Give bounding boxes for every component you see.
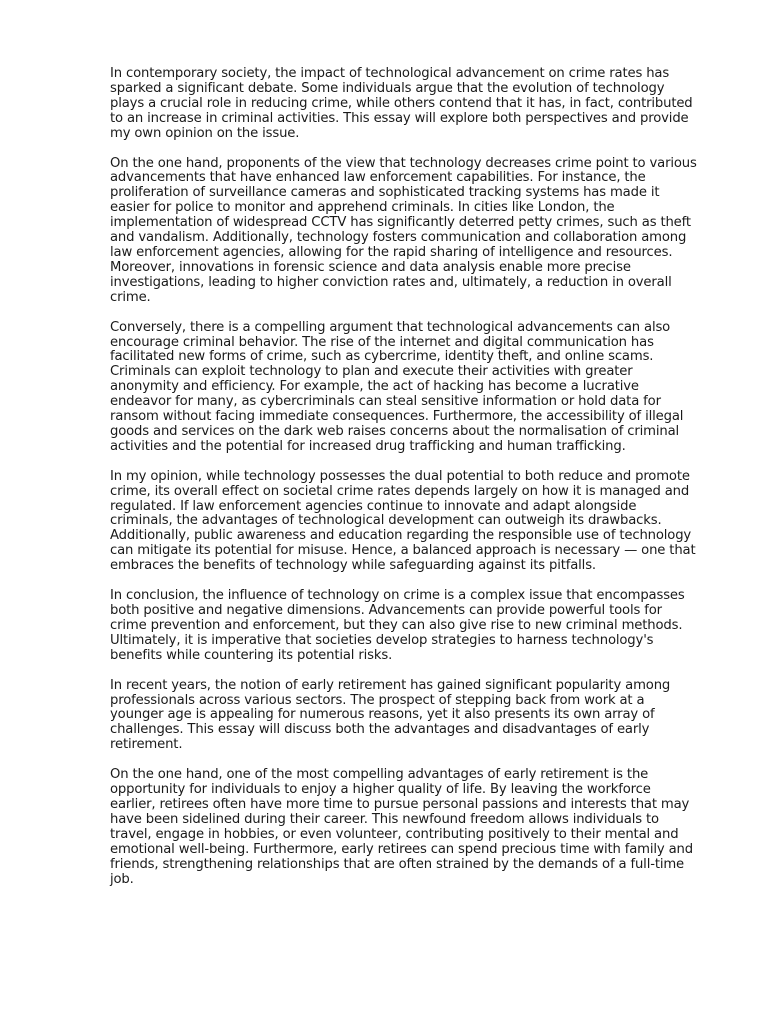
document-body (110, 67, 700, 902)
paragraph-5: In conclusion, the influence of technology on crime is a complex issue that encompasses both positive and negative dimensions. Advancements can provide powerful tools for crime prevention and enforcement, but they can also give rise to new criminal methods. Ultimately, it is imperative that societies develop strategies to harness technology's benefits while countering its potential risks. (110, 588, 685, 663)
paragraph-6: In recent years, the notion of early retirement has gained significant popularity among professionals across various sectors. The prospect of stepping back from work at a younger age is appealing for numerous reasons, yet it also presents its own array of challenges. This essay will discuss both the advantages and disadvantages of early retirement. (110, 677, 671, 753)
paragraph-2: On the one hand, proponents of the view that technology decreases crime point to various advancements that have enhanced law enforcement capabilities. For instance, the proliferation of surveillance cameras and sophisticated tracking systems has made it easier for police to monitor and apprehend criminals. In cities like London, the implementation of widespread CCTV has significantly deterred petty crimes, such as theft and vandalism. Additionally, technology fosters communication and collaboration among law enforcement agencies, allowing for the rapid sharing of intelligence and resources. Moreover, innovations in forensic science and data analysis enable more precise investigations, leading to higher conviction rates and, ultimately, a reduction in overall crime. (110, 155, 697, 305)
paragraph-4: In my opinion, while technology possesses the dual potential to both reduce and promote crime, its overall effect on societal crime rates depends largely on how it is managed and regulated. If law enforcement agencies continue to innovate and adapt alongside criminals, the advantages of technological development can outweigh its drawbacks. Additionally, public awareness and education regarding the responsible use of technology can mitigate its potential for misuse. Hence, a balanced approach is necessary — one that embraces the benefits of technology while safeguarding against its pitfalls. (110, 468, 696, 574)
paragraph-1: In contemporary society, the impact of technological advancement on crime rates has sparked a significant debate. Some individuals argue that the evolution of technology plays a crucial role in reducing crime, while others contend that it has, in fact, contributed to an increase in criminal activities. This essay will explore both perspectives and provide my own opinion on the issue. (110, 66, 693, 141)
paragraph-7: On the one hand, one of the most compelling advantages of early retirement is the opportunity for individuals to enjoy a higher quality of life. By leaving the workforce earlier, retirees often have more time to pursue personal passions and interests that may have been sidelined during their career. This newfound freedom allows individuals to travel, engage in hobbies, or even volunteer, contributing positively to their mental and emotional well-being. Furthermore, early retirees can spend precious time with family and friends, strengthening relationships that are often strained by the demands of a full-time job. (110, 767, 693, 887)
paragraph-3: Conversely, there is a compelling argument that technological advancements can also encourage criminal behavior. The rise of the internet and digital communication has facilitated new forms of crime, such as cybercrime, identity theft, and online scams. Criminals can exploit technology to plan and execute their activities with greater anonymity and efficiency. For example, the act of hacking has become a lucrative endeavor for many, as cybercriminals can steal sensitive information or hold data for ransom without facing immediate consequences. Furthermore, the accessibility of illegal goods and services on the dark web raises concerns about the normalisation of criminal activities and the potential for increased drug trafficking and human trafficking. (110, 319, 684, 454)
